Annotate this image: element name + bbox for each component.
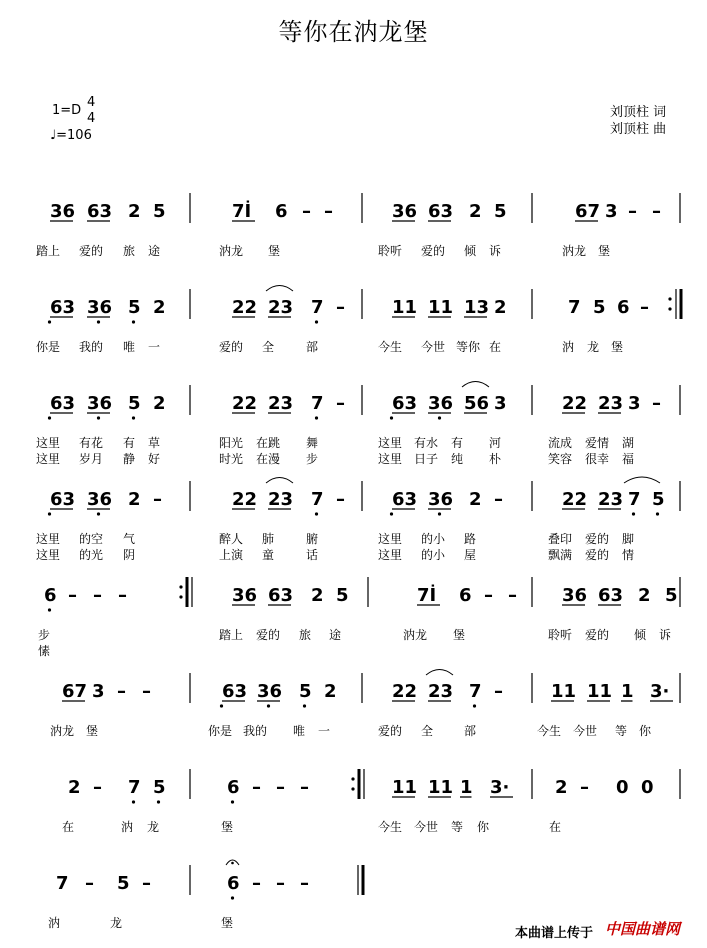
lyric: 这里	[378, 548, 403, 562]
lyric: 旅	[123, 244, 136, 258]
lyric: 爱的	[585, 548, 610, 562]
lyric: 倾	[464, 244, 477, 258]
lyric: 日子	[414, 452, 439, 466]
note: 2	[128, 201, 141, 222]
low-octave-dot	[315, 512, 318, 515]
lyric: 纯	[451, 452, 464, 466]
note: 36	[87, 297, 113, 318]
lyric: 龙	[587, 340, 600, 354]
note: –	[336, 297, 345, 318]
lyric: 堡	[221, 820, 234, 834]
lyric: 这里	[36, 548, 61, 562]
note: 22	[232, 489, 258, 510]
lyric: 我的	[79, 340, 104, 354]
note: 2	[324, 681, 337, 702]
lyric: 堡	[598, 244, 611, 258]
lyric: 堡	[268, 244, 281, 258]
lyric: 的小	[421, 532, 446, 546]
lyric: 情	[622, 548, 635, 562]
lyric: 这里	[378, 436, 403, 450]
lyric: 汭	[48, 916, 61, 930]
note: –	[628, 201, 637, 222]
lyric: 飘满	[548, 548, 573, 562]
note: –	[580, 777, 589, 798]
note: 36	[257, 681, 283, 702]
note: –	[484, 585, 493, 606]
lyric: 堡	[611, 340, 624, 354]
low-octave-dot	[231, 800, 234, 803]
lyric: 汭龙	[219, 244, 244, 258]
note: 3·	[650, 681, 670, 702]
note: –	[300, 777, 309, 798]
lyric: 在	[62, 820, 75, 834]
note: 7	[56, 873, 69, 894]
lyric: 聆听	[378, 244, 403, 258]
note: 36	[392, 201, 418, 222]
site-logo: 中国曲谱网	[605, 920, 681, 938]
slur	[426, 670, 453, 676]
lyric: 有	[123, 436, 136, 450]
note: 11	[428, 777, 454, 798]
low-octave-dot	[438, 416, 441, 419]
lyric: 一	[148, 340, 161, 354]
lyric: 河	[489, 436, 502, 450]
key-signature: 1=D	[52, 103, 82, 118]
note: 67	[575, 201, 601, 222]
lyric: 在	[549, 820, 562, 834]
lyric: 岁月	[79, 452, 104, 466]
note: 5	[128, 297, 141, 318]
lyric: 龙	[147, 820, 160, 834]
lyric: 童	[262, 548, 275, 562]
note: 5	[652, 489, 665, 510]
note: 6	[275, 201, 288, 222]
note: 2	[638, 585, 651, 606]
note: 11	[392, 297, 418, 318]
low-octave-dot	[632, 512, 635, 515]
song-title: 等你在汭龙堡	[278, 18, 429, 46]
note: 7	[311, 393, 324, 414]
lyric: 今世	[421, 340, 446, 354]
low-octave-dot	[48, 608, 51, 611]
lyric: 等	[615, 724, 628, 738]
lyric: 踏上	[36, 244, 61, 258]
lyric: 这里	[378, 532, 403, 546]
lyric: 醉人	[219, 532, 244, 546]
note: 63	[50, 489, 76, 510]
lyric: 朴	[489, 452, 502, 466]
lyric: 流成	[548, 436, 573, 450]
note: 36	[87, 393, 113, 414]
note: 3	[92, 681, 105, 702]
lyric: 爱的	[585, 532, 610, 546]
lyric: 的空	[79, 532, 104, 546]
repeat-dot	[668, 297, 671, 300]
lyric: 的光	[79, 548, 104, 562]
lyric: 唯	[293, 724, 306, 738]
note: –	[302, 201, 311, 222]
repeat-dot	[179, 595, 182, 598]
time-signature-bottom: 4	[87, 111, 96, 126]
note: 1	[621, 681, 634, 702]
lyric: 倾	[634, 628, 647, 642]
lyric: 这里	[36, 532, 61, 546]
low-octave-dot	[390, 512, 393, 515]
note: 5	[593, 297, 606, 318]
lyric: 叠印	[548, 532, 573, 546]
lyric: 唯	[123, 340, 136, 354]
lyric: 全	[262, 340, 275, 354]
repeat-dot	[668, 307, 671, 310]
note: 0	[616, 777, 629, 798]
note: –	[652, 201, 661, 222]
lyric: 湖	[622, 436, 635, 450]
note: 63	[598, 585, 624, 606]
note: 5	[117, 873, 130, 894]
note: –	[142, 681, 151, 702]
composer-credit: 刘顶柱 曲	[610, 122, 667, 137]
low-octave-dot	[97, 416, 100, 419]
slur	[624, 477, 660, 483]
note: 6	[227, 777, 240, 798]
note: 22	[392, 681, 418, 702]
lyric: 在	[489, 340, 502, 354]
lyric: 肺	[262, 532, 275, 546]
lyric: 部	[306, 340, 319, 354]
note: 63	[268, 585, 294, 606]
note: 5	[128, 393, 141, 414]
low-octave-dot	[473, 704, 476, 707]
lyric: 全	[421, 724, 434, 738]
lyric: 时光	[219, 452, 244, 466]
note: 7İ	[232, 201, 252, 222]
note: 36	[87, 489, 113, 510]
note: 2	[469, 489, 482, 510]
note: 7	[311, 297, 324, 318]
note: 5	[494, 201, 507, 222]
lyric: 屋	[464, 548, 477, 562]
note: 23	[598, 489, 624, 510]
lyric: 今生	[537, 724, 562, 738]
low-octave-dot	[132, 800, 135, 803]
lyric: 爱的	[421, 244, 446, 258]
note: 7İ	[417, 585, 437, 606]
tempo-value: =106	[56, 128, 92, 143]
lyric: 你	[477, 820, 490, 834]
note: 22	[562, 489, 588, 510]
note: 22	[232, 393, 258, 414]
note: –	[85, 873, 94, 894]
note: 11	[587, 681, 613, 702]
lyric: 我的	[243, 724, 268, 738]
lyric: 很幸	[585, 452, 610, 466]
note: 2	[153, 297, 166, 318]
lyric: 步	[306, 452, 319, 466]
lyric: 爱的	[219, 340, 244, 354]
note: –	[336, 489, 345, 510]
note: 23	[268, 489, 294, 510]
note: 23	[428, 681, 454, 702]
lyric: 有花	[79, 436, 104, 450]
low-octave-dot	[303, 704, 306, 707]
note: –	[324, 201, 333, 222]
low-octave-dot	[132, 416, 135, 419]
lyric: 气	[123, 532, 136, 546]
note: 63	[50, 393, 76, 414]
lyric: 今世	[573, 724, 598, 738]
note: 11	[428, 297, 454, 318]
note: 2	[311, 585, 324, 606]
lyric: 汭	[562, 340, 575, 354]
lyric: 这里	[36, 436, 61, 450]
note: 22	[232, 297, 258, 318]
note: 23	[268, 393, 294, 414]
lyric: 爱的	[378, 724, 403, 738]
low-octave-dot	[220, 704, 223, 707]
low-octave-dot	[48, 320, 51, 323]
note: 2	[153, 393, 166, 414]
note: 7	[628, 489, 641, 510]
note: 22	[562, 393, 588, 414]
repeat-dot	[179, 585, 182, 588]
lyric: 脚	[622, 532, 635, 546]
lyric: 步	[38, 628, 51, 642]
lyric: 好	[148, 452, 161, 466]
repeat-dot	[351, 777, 354, 780]
footer-upload-note: 本曲谱上传于	[515, 926, 594, 941]
lyric: 部	[464, 724, 477, 738]
lyric: 等	[451, 820, 464, 834]
lyric: 爱的	[79, 244, 104, 258]
note: 36	[562, 585, 588, 606]
note: 63	[222, 681, 248, 702]
low-octave-dot	[97, 512, 100, 515]
low-octave-dot	[97, 320, 100, 323]
low-octave-dot	[438, 512, 441, 515]
note: 23	[268, 297, 294, 318]
lyric: 上演	[219, 548, 244, 562]
low-octave-dot	[48, 512, 51, 515]
lyric: 爱情	[585, 436, 610, 450]
lyric: 舞	[306, 436, 319, 450]
note: 11	[551, 681, 577, 702]
note: 5	[299, 681, 312, 702]
lyric: 路	[464, 532, 477, 546]
lyric: 有水	[414, 436, 439, 450]
lyric: 龙	[110, 916, 123, 930]
note: 5	[153, 777, 166, 798]
note: 7	[469, 681, 482, 702]
note: –	[153, 489, 162, 510]
note: –	[117, 681, 126, 702]
lyric: 爱的	[256, 628, 281, 642]
lyric: 堡	[86, 724, 99, 738]
lyric: 你	[639, 724, 652, 738]
note: –	[508, 585, 517, 606]
note: –	[142, 873, 151, 894]
lyric: 汭龙	[50, 724, 75, 738]
lyric: 汭龙	[403, 628, 428, 642]
lyric: 诉	[659, 628, 672, 642]
lyric: 你是	[36, 340, 61, 354]
note: 6	[459, 585, 472, 606]
note: 2	[128, 489, 141, 510]
note: 3	[605, 201, 618, 222]
note: 36	[232, 585, 258, 606]
slur	[462, 382, 489, 388]
note: 63	[428, 201, 454, 222]
lyric: 堡	[453, 628, 466, 642]
quarter-note-icon: ♩	[50, 128, 57, 143]
note: –	[252, 777, 261, 798]
lyric: 阳光	[219, 436, 244, 450]
note: –	[336, 393, 345, 414]
note: 3·	[490, 777, 510, 798]
note: 36	[428, 489, 454, 510]
lyric: 静	[123, 452, 136, 466]
low-octave-dot	[231, 896, 234, 899]
low-octave-dot	[390, 416, 393, 419]
note: –	[93, 777, 102, 798]
note: 2	[68, 777, 81, 798]
lyric: 一	[318, 724, 331, 738]
low-octave-dot	[157, 800, 160, 803]
time-signature-top: 4	[87, 95, 96, 110]
note: 6	[617, 297, 630, 318]
lyric: 福	[622, 452, 635, 466]
lyric: 诉	[489, 244, 502, 258]
lyric: 汭	[121, 820, 134, 834]
repeat-dot	[351, 787, 354, 790]
note: 36	[428, 393, 454, 414]
lyric: 在漫	[256, 452, 281, 466]
note: –	[652, 393, 661, 414]
lyric: 爱的	[585, 628, 610, 642]
low-octave-dot	[656, 512, 659, 515]
note: 7	[568, 297, 581, 318]
note: 5	[153, 201, 166, 222]
note: –	[118, 585, 127, 606]
lyric: 腑	[306, 532, 319, 546]
lyric: 旅	[299, 628, 312, 642]
lyric: 等你	[456, 340, 481, 354]
note: 2	[555, 777, 568, 798]
lyric: 途	[148, 244, 161, 258]
note: 23	[598, 393, 624, 414]
lyric: 在跳	[256, 436, 281, 450]
low-octave-dot	[315, 320, 318, 323]
lyric: 的小	[421, 548, 446, 562]
slur	[266, 478, 293, 484]
note: 11	[392, 777, 418, 798]
lyric: 堡	[221, 916, 234, 930]
lyric: 聆听	[548, 628, 573, 642]
note: 7	[128, 777, 141, 798]
note: 3	[494, 393, 507, 414]
note: 2	[494, 297, 507, 318]
note: 7	[311, 489, 324, 510]
note: 63	[392, 489, 418, 510]
note: 56	[464, 393, 490, 414]
low-octave-dot	[267, 704, 270, 707]
note: 0	[641, 777, 654, 798]
fermata-dot	[231, 862, 234, 865]
lyric: 今世	[414, 820, 439, 834]
low-octave-dot	[315, 416, 318, 419]
lyric: 这里	[36, 452, 61, 466]
note: 13	[464, 297, 490, 318]
lyric: 阴	[123, 548, 136, 562]
lyric: 途	[329, 628, 342, 642]
note: –	[640, 297, 649, 318]
note: 63	[50, 297, 76, 318]
note: 36	[50, 201, 76, 222]
lyric: 愫	[38, 644, 51, 658]
note: –	[68, 585, 77, 606]
low-octave-dot	[132, 320, 135, 323]
note: –	[276, 873, 285, 894]
lyric: 有	[451, 436, 464, 450]
lyric: 踏上	[219, 628, 244, 642]
note: –	[494, 489, 503, 510]
lyric: 今生	[378, 340, 403, 354]
note: –	[252, 873, 261, 894]
note: 3	[628, 393, 641, 414]
lyric: 汭龙	[562, 244, 587, 258]
lyricist-credit: 刘顶柱 词	[610, 105, 667, 120]
low-octave-dot	[48, 416, 51, 419]
note: –	[494, 681, 503, 702]
note: 6	[44, 585, 57, 606]
note: 5	[665, 585, 678, 606]
note: –	[276, 777, 285, 798]
lyric: 笑容	[548, 452, 573, 466]
note: 63	[392, 393, 418, 414]
note: 1	[460, 777, 473, 798]
note: 63	[87, 201, 113, 222]
slur	[266, 286, 293, 292]
lyric: 今生	[378, 820, 403, 834]
lyric: 这里	[378, 452, 403, 466]
note: 67	[62, 681, 88, 702]
note: 5	[336, 585, 349, 606]
lyric: 你是	[208, 724, 233, 738]
note: –	[300, 873, 309, 894]
lyric: 话	[306, 548, 319, 562]
note: –	[93, 585, 102, 606]
note: 6	[227, 873, 240, 894]
note: 2	[469, 201, 482, 222]
lyric: 草	[148, 436, 161, 450]
